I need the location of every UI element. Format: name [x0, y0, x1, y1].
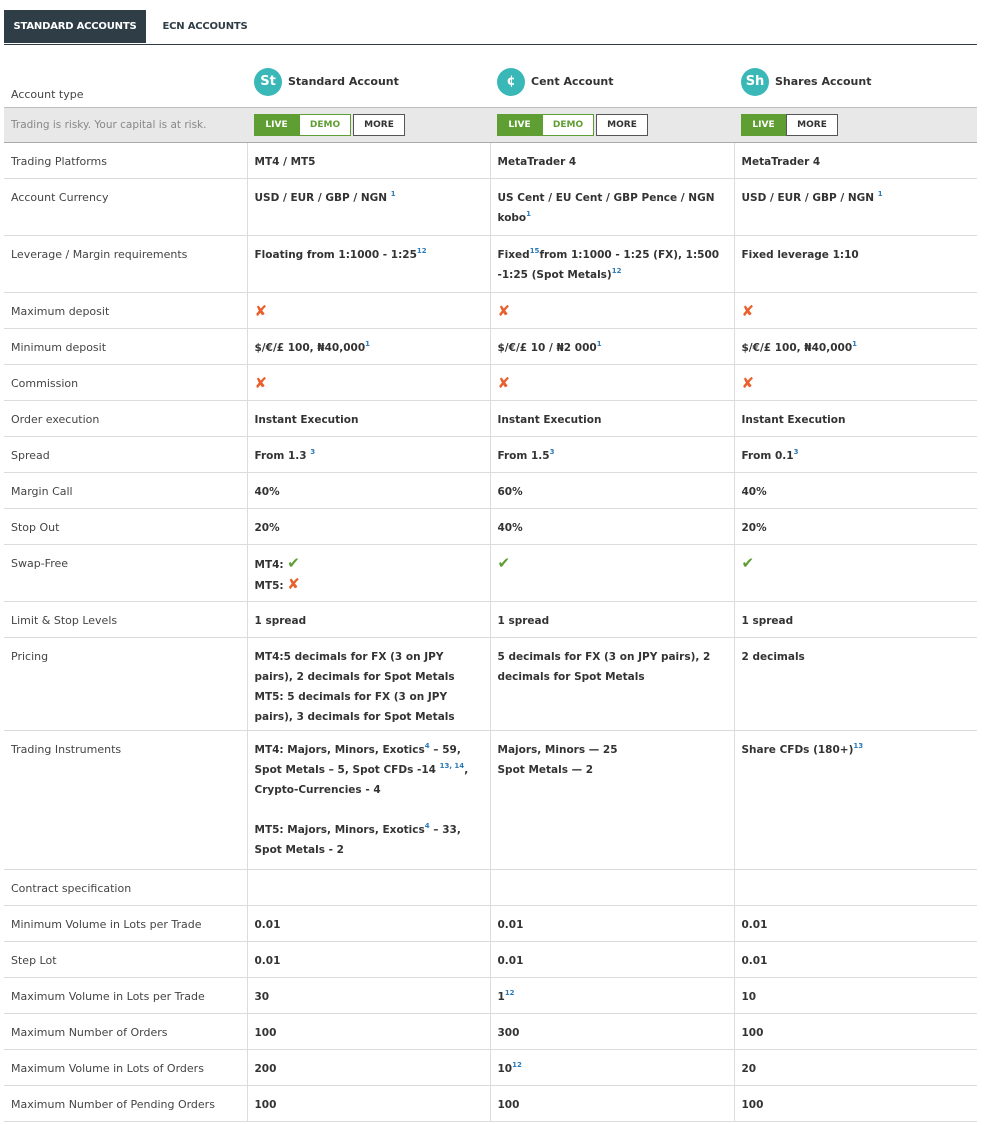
footnote-link[interactable]: 3: [549, 448, 555, 456]
standard-account-name: Standard Account: [288, 75, 399, 88]
value-text: Spot Metals — 2: [497, 764, 594, 776]
table-row: [4, 401, 977, 437]
value-text: USD / EUR / GBP / NGN: [254, 192, 388, 204]
value-text: MT4: Majors, Minors, Exotics: [254, 744, 425, 756]
tab-ecn-accounts[interactable]: ECN ACCOUNTS: [146, 10, 264, 43]
row-label: Margin Call: [4, 473, 247, 509]
row-label: Maximum Number of Pending Orders: [4, 1086, 247, 1122]
value-text: $/€/£ 100, ₦40,000: [741, 342, 853, 354]
shares-value: [734, 545, 977, 602]
row-label: Order execution: [4, 401, 247, 437]
shares-value: 40%: [734, 473, 977, 509]
footnote-link[interactable]: 12: [504, 989, 515, 997]
row-label: Trading Instruments: [4, 731, 247, 870]
cross-icon: ✘: [254, 302, 268, 320]
row-label: Contract specification: [4, 870, 247, 906]
row-label: Minimum deposit: [4, 329, 247, 365]
standard-value: 40%: [247, 473, 490, 509]
row-label: Limit & Stop Levels: [4, 602, 247, 638]
footnote-link[interactable]: 1: [526, 210, 532, 218]
standard-account-icon: St: [254, 68, 282, 96]
footnote-link[interactable]: 12: [611, 267, 622, 275]
standard-value: [247, 365, 490, 401]
cross-icon: ✘: [497, 374, 511, 392]
value-text: MT5: 5 decimals for FX (3 on JPY pairs), 3 decimals for Spot Metals: [254, 691, 455, 723]
cent-value: [490, 978, 734, 1014]
cent-value: [490, 236, 734, 293]
cent-value: 100: [490, 1086, 734, 1122]
footnote-link[interactable]: 13: [853, 742, 864, 750]
standard-value: 200: [247, 1050, 490, 1086]
risk-warning-text: Trading is risky. Your capital is at risk.: [4, 108, 247, 143]
cent-value: 60%: [490, 473, 734, 509]
cross-icon: ✘: [741, 302, 755, 320]
cent-value: 1 spread: [490, 602, 734, 638]
cent-value: Instant Execution: [490, 401, 734, 437]
shares-value: 20: [734, 1050, 977, 1086]
cent-live-button[interactable]: LIVE: [497, 114, 542, 136]
shares-value: 20%: [734, 509, 977, 545]
value-text: , Crypto-Currencies - 4: [254, 764, 469, 796]
shares-value: Instant Execution: [734, 401, 977, 437]
row-label: Stop Out: [4, 509, 247, 545]
standard-value: [247, 236, 490, 293]
cent-account-name: Cent Account: [531, 75, 614, 88]
row-label: Minimum Volume in Lots per Trade: [4, 906, 247, 942]
value-text: Majors, Minors — 25: [497, 744, 618, 756]
row-label: Account Currency: [4, 179, 247, 236]
check-icon: ✔: [741, 554, 755, 572]
risk-warning-row: [4, 108, 977, 143]
cross-icon: ✘: [254, 374, 268, 392]
shares-value: 100: [734, 1014, 977, 1050]
account-type-label: Account type: [4, 58, 247, 108]
shares-more-button[interactable]: MORE: [786, 114, 838, 136]
cent-value: MetaTrader 4: [490, 143, 734, 179]
value-text: $/€/£ 100, ₦40,000: [254, 342, 366, 354]
cent-account-icon: ¢: [497, 68, 525, 96]
row-label: Maximum Volume in Lots per Trade: [4, 978, 247, 1014]
row-label: Maximum deposit: [4, 293, 247, 329]
value-text: US Cent / EU Cent / GBP Pence / NGN kobo: [497, 192, 715, 224]
standard-value: Instant Execution: [247, 401, 490, 437]
shares-value: MetaTrader 4: [734, 143, 977, 179]
standard-value: [247, 179, 490, 236]
standard-value: 20%: [247, 509, 490, 545]
footnote-link[interactable]: 1: [596, 340, 602, 348]
shares-value: [734, 365, 977, 401]
shares-account-name: Shares Account: [775, 75, 872, 88]
value-text: MT4:: [254, 559, 284, 571]
row-label: Trading Platforms: [4, 143, 247, 179]
footnote-link[interactable]: 1: [390, 190, 396, 198]
standard-value: 100: [247, 1086, 490, 1122]
value-text: – 33, Spot Metals - 2: [254, 824, 461, 856]
shares-value: 10: [734, 978, 977, 1014]
footnote-link[interactable]: 4: [424, 822, 430, 830]
cross-icon: ✘: [741, 374, 755, 392]
table-row: [4, 236, 977, 293]
row-label: Swap-Free: [4, 545, 247, 602]
table-header-row: [4, 58, 977, 108]
standard-value: [247, 293, 490, 329]
standard-more-button[interactable]: MORE: [353, 114, 405, 136]
shares-account-icon: Sh: [741, 68, 769, 96]
table-row: [4, 365, 977, 401]
account-comparison-table: [4, 58, 977, 1122]
shares-value: 2 decimals: [734, 638, 977, 731]
cent-value: [490, 731, 734, 870]
standard-value: [247, 437, 490, 473]
table-row: [4, 179, 977, 236]
table-row: [4, 437, 977, 473]
value-text: – 59, Spot Metals – 5, Spot CFDs -14: [254, 744, 461, 776]
shares-value: [734, 179, 977, 236]
account-tabs: [4, 10, 977, 45]
table-row: [4, 473, 977, 509]
value-text: Floating from 1:1000 - 1:25: [254, 249, 417, 261]
cent-value: [490, 1050, 734, 1086]
standard-value: 30: [247, 978, 490, 1014]
table-row: [4, 545, 977, 602]
standard-value: [247, 870, 490, 906]
check-icon: ✔: [287, 554, 300, 572]
table-row: [4, 329, 977, 365]
table-row: [4, 602, 977, 638]
shares-value: 100: [734, 1086, 977, 1122]
table-row: [4, 1050, 977, 1086]
cent-value: [490, 545, 734, 602]
footnote-link[interactable]: 1: [852, 340, 858, 348]
cent-value: 5 decimals for FX (3 on JPY pairs), 2 decimals for Spot Metals: [490, 638, 734, 731]
value-text: From 1.5: [497, 450, 550, 462]
cent-account-actions: [490, 108, 734, 143]
cent-more-button[interactable]: MORE: [596, 114, 648, 136]
shares-value: [734, 329, 977, 365]
footnote-link[interactable]: 1: [877, 190, 883, 198]
row-label: Maximum Number of Orders: [4, 1014, 247, 1050]
shares-value: 0.01: [734, 942, 977, 978]
row-label: Pricing: [4, 638, 247, 731]
table-row: [4, 143, 977, 179]
cent-demo-button[interactable]: DEMO: [542, 114, 594, 136]
footnote-link[interactable]: 4: [424, 742, 430, 750]
standard-value: 0.01: [247, 906, 490, 942]
row-label: Commission: [4, 365, 247, 401]
cent-value: [490, 437, 734, 473]
shares-live-button[interactable]: LIVE: [741, 114, 786, 136]
cent-value: [490, 293, 734, 329]
shares-value: 0.01: [734, 906, 977, 942]
value-text: 1: [497, 991, 505, 1003]
value-text: From 1.3: [254, 450, 307, 462]
standard-value: 0.01: [247, 942, 490, 978]
footnote-link[interactable]: 3: [310, 448, 316, 456]
cent-value: 300: [490, 1014, 734, 1050]
standard-value: 1 spread: [247, 602, 490, 638]
value-text: 10: [497, 1063, 513, 1075]
standard-account-actions: [247, 108, 490, 143]
standard-account-header: [247, 58, 490, 108]
shares-value: [734, 437, 977, 473]
cent-value: [490, 329, 734, 365]
value-text: From 0.1: [741, 450, 794, 462]
cent-value: [490, 179, 734, 236]
footnote-link[interactable]: 13, 14: [439, 762, 465, 770]
cent-value: 0.01: [490, 942, 734, 978]
cent-value: [490, 870, 734, 906]
footnote-link[interactable]: 12: [416, 247, 427, 255]
row-label: Leverage / Margin requirements: [4, 236, 247, 293]
footnote-link[interactable]: 1: [365, 340, 371, 348]
standard-value: [247, 329, 490, 365]
table-row: [4, 1014, 977, 1050]
tab-standard-accounts[interactable]: STANDARD ACCOUNTS: [4, 10, 146, 43]
standard-value: 100: [247, 1014, 490, 1050]
check-icon: ✔: [497, 554, 511, 572]
cross-icon: ✘: [287, 575, 300, 593]
shares-value: [734, 293, 977, 329]
row-label: Step Lot: [4, 942, 247, 978]
shares-value: Fixed leverage 1:10: [734, 236, 977, 293]
standard-value: MT4 / MT5: [247, 143, 490, 179]
value-text: MT5: Majors, Minors, Exotics: [254, 824, 425, 836]
table-row: [4, 942, 977, 978]
cent-value: 40%: [490, 509, 734, 545]
table-row: [4, 638, 977, 731]
value-text: MT4:5 decimals for FX (3 on JPY pairs), 2 decimals for Spot Metals: [254, 651, 455, 683]
shares-value: [734, 731, 977, 870]
cent-account-header: [490, 58, 734, 108]
footnote-link[interactable]: 12: [512, 1061, 522, 1069]
table-row: [4, 731, 977, 870]
shares-account-header: [734, 58, 977, 108]
shares-value: [734, 870, 977, 906]
footnote-link[interactable]: 15: [529, 247, 540, 255]
value-text: USD / EUR / GBP / NGN: [741, 192, 875, 204]
value-text: MT5:: [254, 580, 284, 592]
value-text: Share CFDs (180+): [741, 744, 854, 756]
table-row: [4, 978, 977, 1014]
table-row: [4, 1086, 977, 1122]
standard-value: [247, 545, 490, 602]
table-row: [4, 293, 977, 329]
value-text: Fixed: [497, 249, 530, 261]
row-label: Maximum Volume in Lots of Orders: [4, 1050, 247, 1086]
standard-demo-button[interactable]: DEMO: [299, 114, 351, 136]
value-text: from 1:1000 - 1:25 (FX), 1:500 -1:25 (Spot Metals): [497, 249, 720, 281]
table-row: [4, 509, 977, 545]
cross-icon: ✘: [497, 302, 511, 320]
footnote-link[interactable]: 3: [793, 448, 799, 456]
table-row: [4, 906, 977, 942]
cent-value: [490, 365, 734, 401]
standard-live-button[interactable]: LIVE: [254, 114, 299, 136]
table-row: [4, 870, 977, 906]
standard-value: [247, 638, 490, 731]
value-text: $/€/£ 10 / ₦2 000: [497, 342, 597, 354]
shares-account-actions: [734, 108, 977, 143]
row-label: Spread: [4, 437, 247, 473]
cent-value: 0.01: [490, 906, 734, 942]
standard-value: [247, 731, 490, 870]
shares-value: 1 spread: [734, 602, 977, 638]
